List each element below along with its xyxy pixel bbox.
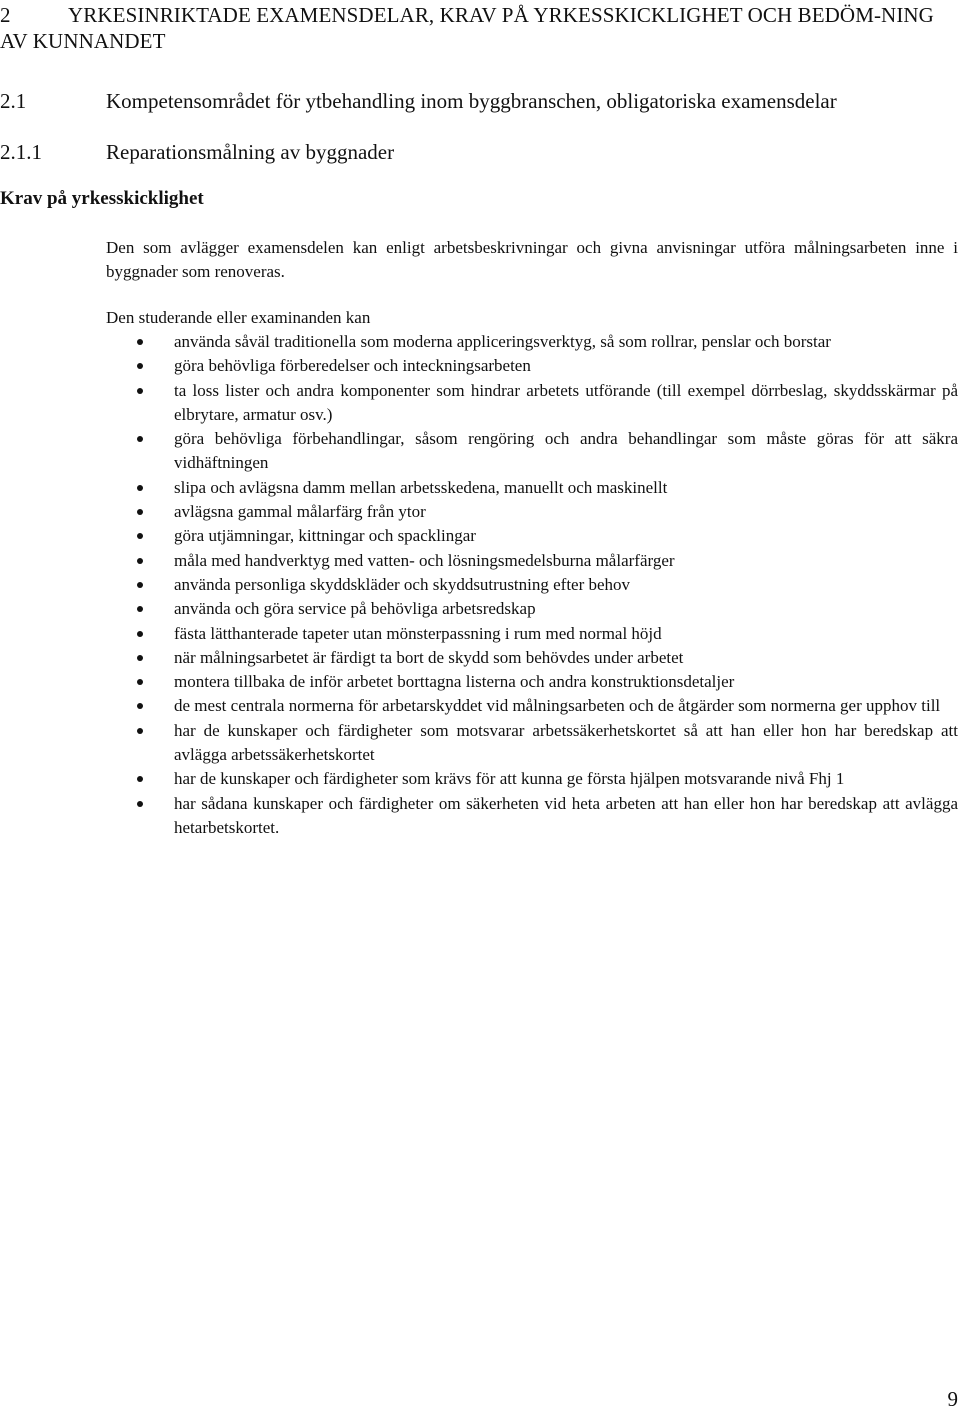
bullet-icon: [137, 631, 143, 637]
list-item-text: använda och göra service på behövliga arbetsredskap: [174, 599, 536, 619]
list-item-text: ta loss lister och andra komponenter som hindrar arbetets utförande (till exempel dörrbeslag, skyddsskärmar på elbrytare, armatur osv.): [174, 380, 958, 424]
chapter-title: YRKESINRIKTADE EXAMENSDELAR, KRAV PÅ YRKESSKICKLIGHET OCH BEDÖM-NING AV KUNNANDET: [0, 3, 934, 53]
list-item: [0, 476, 958, 500]
bullet-icon: [137, 728, 143, 734]
bullet-icon: [137, 436, 143, 442]
bullet-icon: [137, 655, 143, 661]
list-item-text: har sådana kunskaper och färdigheter om säkerheten vid heta arbeten att han eller hon har beredskap att avlägga hetarbetskortet.: [174, 793, 958, 837]
list-item-text: slipa och avlägsna damm mellan arbetsskedena, manuellt och maskinellt: [174, 477, 668, 497]
list-item: [0, 719, 958, 768]
bullet-icon: [137, 679, 143, 685]
bullet-icon: [137, 533, 143, 539]
criteria-list: [0, 330, 958, 840]
list-item: [0, 767, 958, 791]
list-item: [0, 354, 958, 378]
bullet-icon: [137, 363, 143, 369]
bullet-icon: [137, 558, 143, 564]
list-item-text: har de kunskaper och färdigheter som krävs för att kunna ge första hjälpen motsvarande nivå Fhj 1: [174, 769, 845, 789]
bullet-icon: [137, 509, 143, 515]
list-item: [0, 646, 958, 670]
list-item-text: när målningsarbetet är färdigt ta bort de skydd som behövdes under arbetet: [174, 647, 684, 667]
list-item-text: använda personliga skyddskläder och skyddsutrustning efter behov: [174, 574, 631, 594]
subsection-heading: [0, 139, 394, 165]
list-item-text: använda såväl traditionella som moderna appliceringsverktyg, så som rollrar, penslar och borstar: [174, 332, 831, 351]
bullet-icon: [137, 703, 143, 709]
list-item-text: montera tillbaka de inför arbetet borttagna listerna och andra konstruktionsdetaljer: [174, 672, 735, 692]
list-item-text: avlägsna gammal målarfärg från ytor: [174, 502, 426, 522]
list-item: [0, 670, 958, 694]
list-item: [0, 524, 958, 548]
section-title: Kompetensområdet för ytbehandling inom byggbranschen, obligatoriska examensdelar: [106, 89, 837, 113]
list-item: [0, 549, 958, 573]
list-item-text: fästa lätthanterade tapeter utan mönsterpassning i rum med normal höjd: [174, 623, 662, 643]
criteria-intro: Den studerande eller examinanden kan: [106, 308, 371, 327]
subsection-title: Reparationsmålning av byggnader: [106, 140, 395, 164]
requirements-heading: Krav på yrkesskicklighet: [0, 188, 204, 209]
bullet-icon: [137, 776, 143, 782]
bullet-icon: [137, 485, 143, 491]
bullet-icon: [137, 582, 143, 588]
list-item: [0, 792, 958, 841]
list-item: [0, 597, 958, 621]
list-item: [0, 330, 958, 354]
list-item: [0, 694, 958, 718]
bullet-icon: [137, 606, 143, 612]
list-item: [0, 427, 958, 476]
chapter-number: 2: [0, 3, 11, 27]
list-item-text: de mest centrala normerna för arbetarskyddet vid målningsarbeten och de åtgärder som normerna ger upphov till: [174, 696, 941, 716]
bullet-icon: [137, 801, 143, 807]
list-item-text: göra behövliga förbehandlingar, såsom rengöring och andra behandlingar som måste göras för att säkra vidhäftningen: [174, 429, 958, 473]
list-item: [0, 573, 958, 597]
description-paragraph: Den som avlägger examensdelen kan enligt arbetsbeskrivningar och givna anvisningar utföra målningsarbeten inne i byggnader som renoveras.: [106, 238, 958, 281]
list-item: [0, 379, 958, 428]
list-item: [0, 500, 958, 524]
list-item: [0, 622, 958, 646]
subsection-number: 2.1.1: [0, 140, 42, 164]
list-item-text: göra utjämningar, kittningar och spacklingar: [174, 526, 476, 546]
page-number: 9: [947, 1387, 958, 1411]
bullet-icon: [137, 339, 143, 345]
list-item-text: måla med handverktyg med vatten- och lösningsmedelsburna målarfärger: [174, 550, 675, 570]
list-item-text: har de kunskaper och färdigheter som motsvarar arbetssäkerhetskortet så att han eller hon har beredskap att avlägga arbetssäkerhetskortet: [174, 720, 958, 765]
chapter-heading: [0, 2, 955, 54]
section-number: 2.1: [0, 89, 27, 113]
bullet-icon: [137, 388, 143, 394]
section-heading: [0, 88, 837, 114]
list-item-text: göra behövliga förberedelser och inteckningsarbeten: [174, 356, 531, 376]
